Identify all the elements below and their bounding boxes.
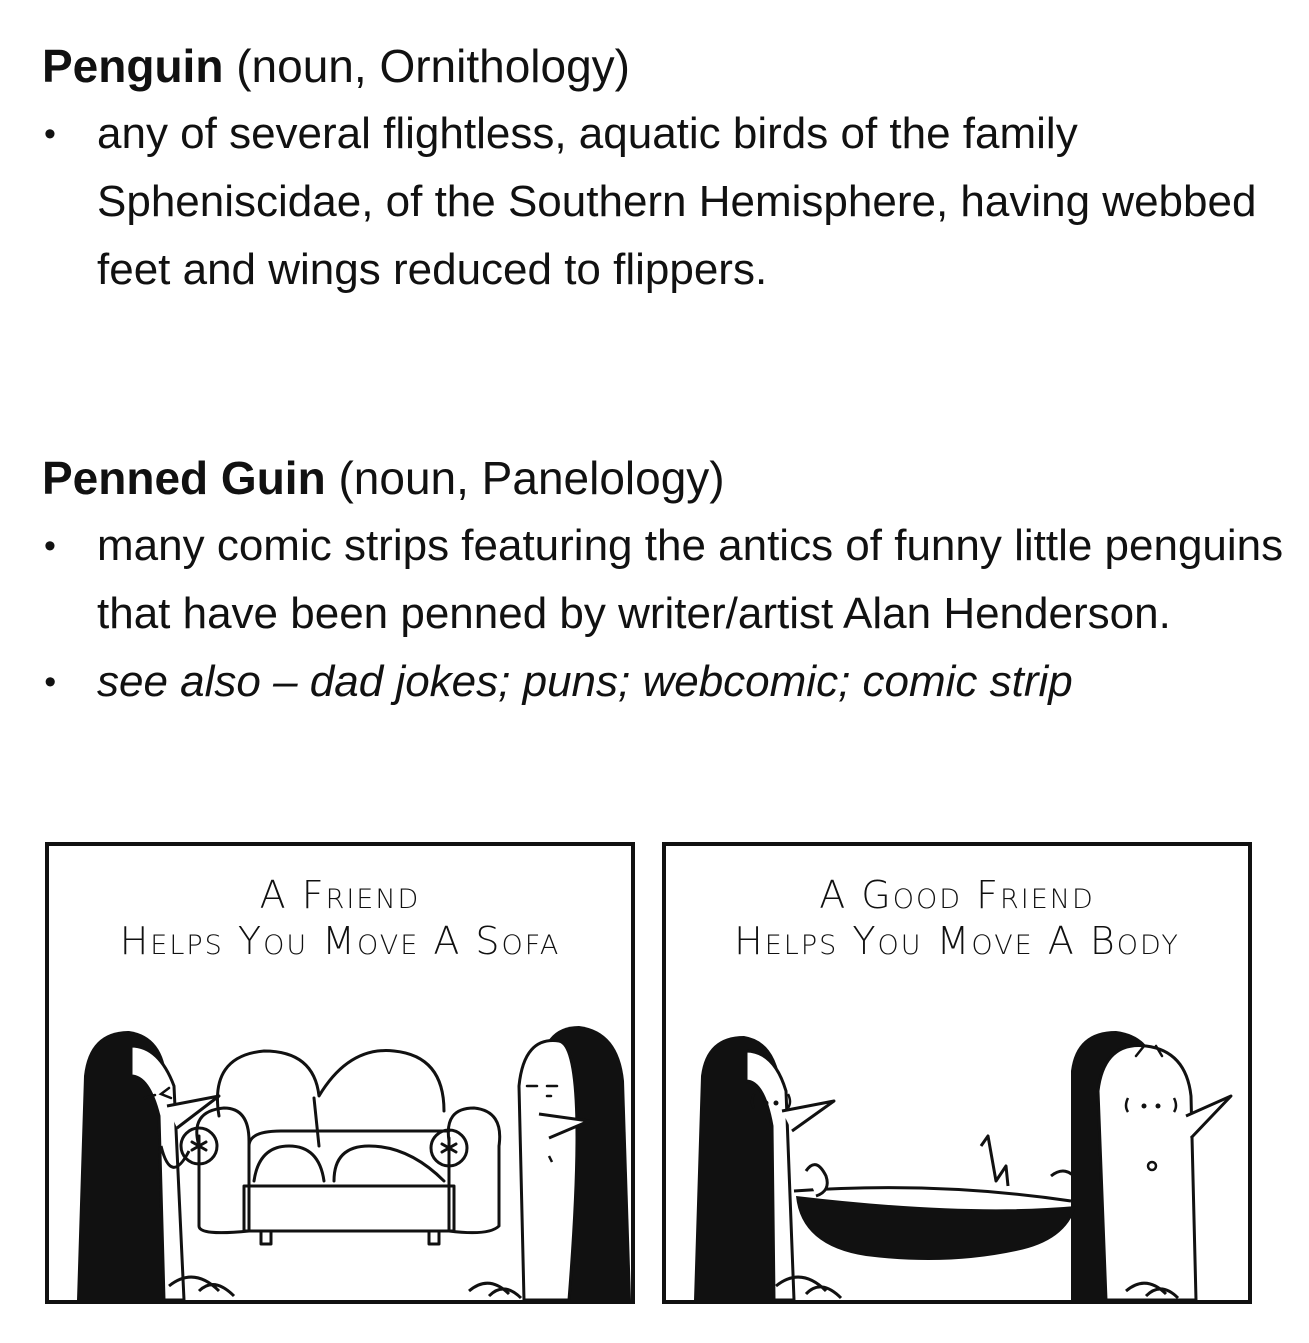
sofa-drawing [197, 1051, 500, 1244]
comic-panel-sofa [45, 842, 635, 1304]
headword: Penned Guin [42, 452, 326, 504]
definition-item [42, 100, 1292, 304]
definition-item [42, 512, 1292, 648]
definition-list [42, 100, 1292, 304]
definition-entry-penned-guin [42, 448, 1292, 716]
panel-caption-line-1: A Friend [259, 873, 421, 917]
see-also-text: see also – dad jokes; puns; webcomic; comic strip [97, 657, 1073, 706]
definition-text: many comic strips featuring the antics of funny little penguins that have been penned by writer/artist Alan Henderson. [97, 521, 1284, 638]
definition-text: any of several flightless, aquatic birds of the family Spheniscidae, of the Southern Hemisphere, having webbed feet and wings reduced to flippers. [97, 109, 1257, 294]
penguin-right-drawing [1071, 1031, 1231, 1300]
headword-qualifier: (noun, Panelology) [325, 452, 725, 504]
headword-line [42, 36, 1292, 96]
bullet-icon: • [44, 663, 56, 701]
bullet-icon: • [44, 527, 56, 565]
penguin-right-drawing [519, 1026, 631, 1300]
headword-qualifier: (noun, Ornithology) [223, 40, 630, 92]
tub-with-body-drawing [794, 1136, 1078, 1260]
bullet-icon: • [44, 115, 56, 153]
headword: Penguin [42, 40, 224, 92]
panel-caption-line-2: Helps You Move A Sofa [119, 919, 561, 963]
headword-line [42, 448, 1292, 508]
panel-caption-line-2: Helps You Move A Body [734, 919, 1180, 963]
definition-list [42, 512, 1292, 716]
panel-caption-line-1: A Good Friend [819, 873, 1095, 917]
definition-entry-penguin [42, 36, 1292, 304]
see-also-item [42, 648, 1292, 716]
comic-panel-body [662, 842, 1252, 1304]
